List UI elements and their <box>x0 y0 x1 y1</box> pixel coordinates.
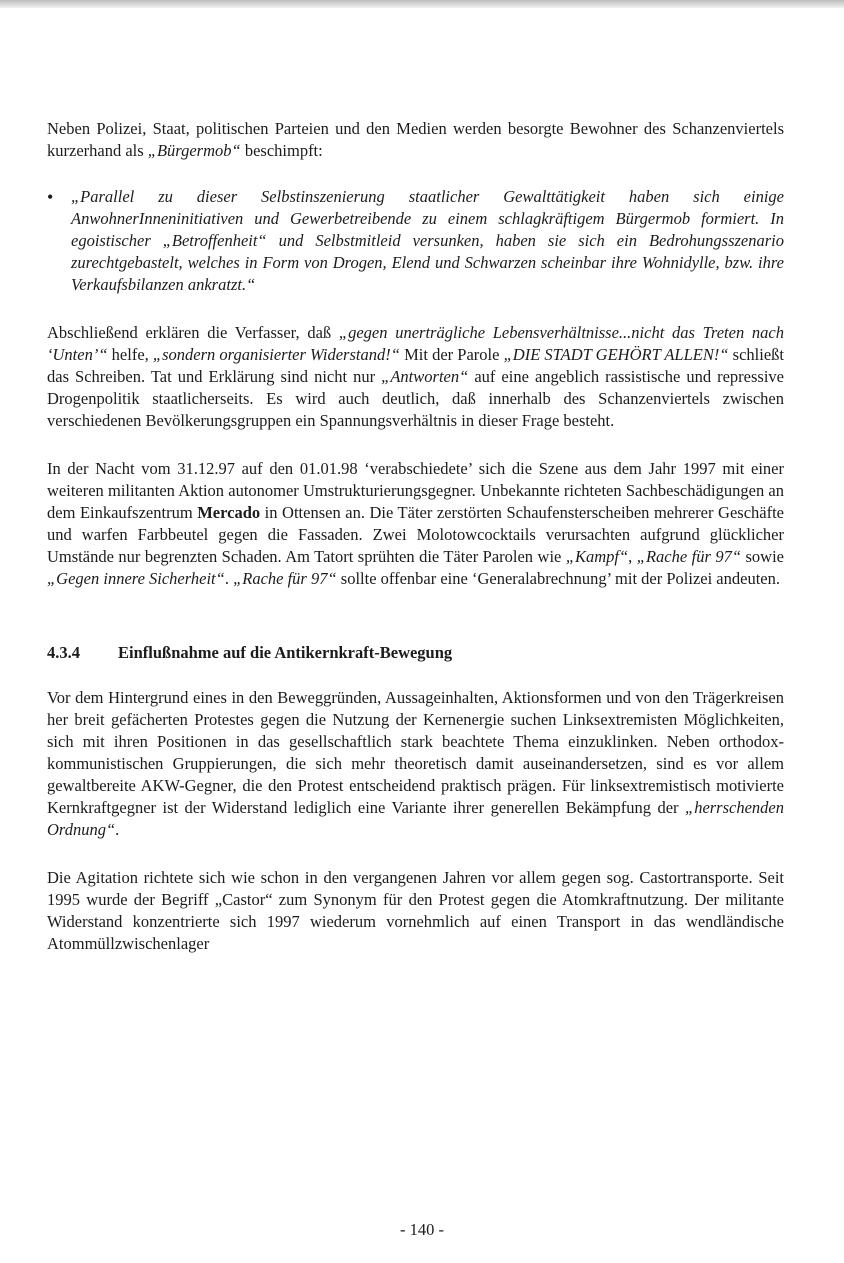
scan-top-edge <box>0 0 844 8</box>
intro-paragraph: Neben Polizei, Staat, politischen Parteien und den Medien werden besorgte Bewohner des Schanzenviertels kurzerhand als „Bürgermob“ beschimpft: <box>47 119 784 160</box>
section-heading <box>47 642 784 664</box>
document-page <box>47 118 784 955</box>
bullet-icon: • <box>47 187 54 207</box>
page-number: - 140 - <box>400 1220 444 1239</box>
section-title: Einflußnahme auf die Antikernkraft-Bewegung <box>118 643 453 662</box>
paragraph-verfasser: Abschließend erklären die Verfasser, daß „gegen unerträgliche Lebensverhältnisse...nicht das Treten nach ‘Unten’“ helfe, „sondern organisierter Widerstand!“ Mit der Parole „DIE STADT GEHÖRT ALLEN!“ schließt das Schreiben. Tat und Erklärung sind nicht nur „Antworten“ auf eine angeblich rassistische und repressive Drogenpolitik staatlicherseits. Es wird auch deutlich, daß innerhalb des Schanzenviertels zwischen verschiedenen Bevölkerungsgruppen ein Spannungsverhältnis in dieser Frage besteht. <box>47 323 784 430</box>
paragraph-antikernkraft: Vor dem Hintergrund eines in den Beweggründen, Aussageinhalten, Aktionsformen und von den Trägerkreisen her breit gefächerten Protestes gegen die Nutzung der Kernenergie suchen Linksextremisten Möglichkeiten, sich mit ihren Positionen in das gesellschaftlich stark beachtete Thema einzuklinken. Neben orthodox-kommunistischen Gruppierungen, die sich mehr theoretisch damit auseinandersetzen, sind es vor allem gewaltbereite AKW-Gegner, die den Protest entscheidend praktisch prägen. Für linksextremistisch motivierte Kernkraftgegner ist der Widerstand lediglich eine Variante ihrer generellen Bekämpfung der „herrschenden Ordnung“. <box>47 688 784 839</box>
paragraph-mercado: In der Nacht vom 31.12.97 auf den 01.01.98 ‘verabschiedete’ sich die Szene aus dem Jahr 1997 mit einer weiteren militanten Aktion autonomer Umstrukturierungsgegner. Unbekannte richteten Sachbeschädigungen an dem Einkaufszentrum Mercado in Ottensen an. Die Täter zerstörten Schaufensterscheiben mehrerer Geschäfte und warfen Farbbeutel gegen die Fassaden. Zwei Molotowcocktails verursachten aufgrund glücklicher Umstände nur begrenzten Schaden. Am Tatort sprühten die Täter Parolen wie „Kampf“, „Rache für 97“ sowie „Gegen innere Sicherheit“. „Rache für 97“ sollte offenbar eine ‘Generalabrechnung’ mit der Polizei andeuten. <box>47 459 784 588</box>
paragraph-castor: Die Agitation richtete sich wie schon in den vergangenen Jahren vor allem gegen sog. Castortransporte. Seit 1995 wurde der Begriff „Castor“ zum Synonym für den Protest gegen die Atomkraftnutzung. Der militante Widerstand konzentrierte sich 1997 wiederum vornehmlich auf einen Transport in das wendländische Atommüllzwischenlager <box>47 868 784 953</box>
section-number: 4.3.4 <box>47 643 80 662</box>
quote-bullet <box>47 186 784 296</box>
quote-text: „Parallel zu dieser Selbstinszenierung staatlicher Gewalttätigkeit haben sich einige AnwohnerInneninitiativen und Gewerbetreibende zu einem schlagkräftigem Bürgermob formiert. In egoistischer „Betroffenheit“ und Selbstmitleid versunken, haben sie sich ein Bedrohungsszenario zurechtgebastelt, welches in Form von Drogen, Elend und Schwarzen scheinbar ihre Wohnidylle, bzw. ihre Verkaufsbilanzen ankratzt.“ <box>71 187 784 294</box>
